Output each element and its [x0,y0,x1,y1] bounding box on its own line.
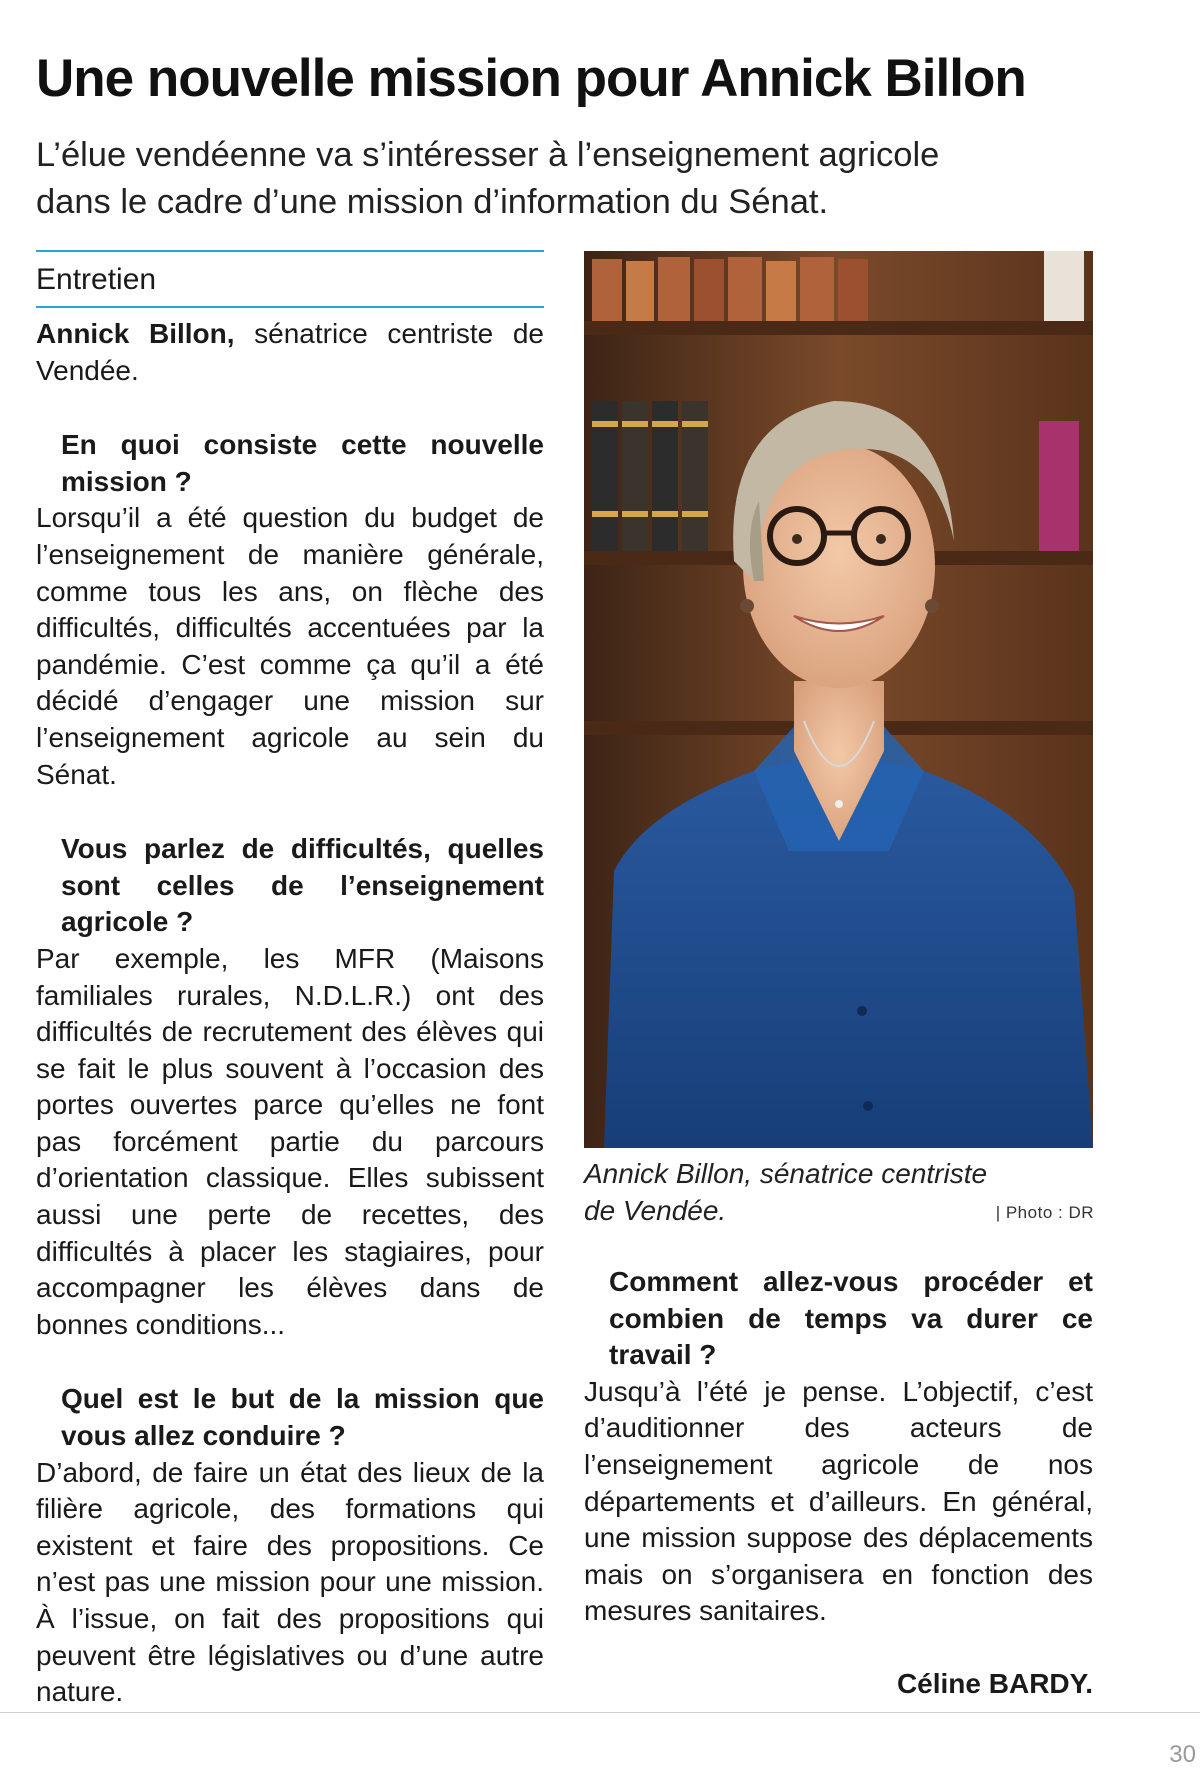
portrait-photo [584,251,1093,1148]
intro-rest: sénatrice centriste de Vendée. [36,318,544,386]
answer-3: D’abord, de faire un état des lieux de la filière agricole, des formations qui existent et faire des propositions. Ce n’est pas une mission pour une mission. À l’issue, on fait des propositions qui peuvent être législatives ou d’une autre nature. [36,1456,544,1708]
article-title: Une nouvelle mission pour Annick Billon [36,49,1026,108]
question-1: En quoi consiste cette nouvelle mission ? [61,429,544,497]
question-4: Comment allez-vous procéder et combien de temps va durer ce travail ? [609,1266,1093,1371]
intro-name: Annick Billon, [36,318,235,349]
question-2: Vous parlez de difficultés, quelles sont celles de l’enseignement agricole ? [61,833,544,938]
intro [36,316,544,389]
answer-4: Jusqu’à l’été je pense. L’objectif, c’est d’auditionner des acteurs de l’enseignement agricole de nos départements et d’ailleurs. En général, une mission suppose des déplacements mais on s’organisera en fonction des mesures sanitaires. [584,1375,1093,1627]
subtitle-line-2: dans le cadre d’une mission d’information du Sénat. [36,183,829,221]
page-number: 30 [1169,1741,1196,1768]
photo-credit: | Photo : DR [995,1203,1094,1222]
portrait-illustration [584,251,1093,1148]
answer-1: Lorsqu’il a été question du budget de l’enseignement de manière générale, comme tous les ans, on flèche des difficultés, difficultés accentuées par la pandémie. C’est comme ça qu’il a été décidé d’engager une mission sur l’enseignement agricole au sein du Sénat. [36,502,544,790]
caption-line-2: de Vendée. [584,1194,727,1226]
article-subtitle [36,132,1036,226]
answer-2: Par exemple, les MFR (Maisons familiales rurales, N.D.L.R.) ont des difficultés de recrutement des élèves qui se fait le plus souvent à l’occasion des portes ouvertes parce qu’elles ne font pas forcément partie du parcours d’orientation classique. Elles subissent aussi une perte de recettes, des difficultés à placer les stagiaires, pour accompagner les élèves dans de bonnes conditions... [36,942,544,1340]
right-column [584,1264,1093,1700]
left-column [36,250,544,1711]
subtitle-line-1: L’élue vendéenne va s’intéresser à l’enseignement agricole [36,136,940,174]
kicker: Entretien [36,263,157,296]
kicker-bottom-rule [36,306,544,308]
caption-line-1: Annick Billon, sénatrice centriste [584,1158,988,1189]
author-signature: Céline BARDY. [896,1667,1093,1699]
question-3: Quel est le but de la mission que vous allez conduire ? [61,1383,544,1452]
footer-divider [0,1712,1200,1713]
